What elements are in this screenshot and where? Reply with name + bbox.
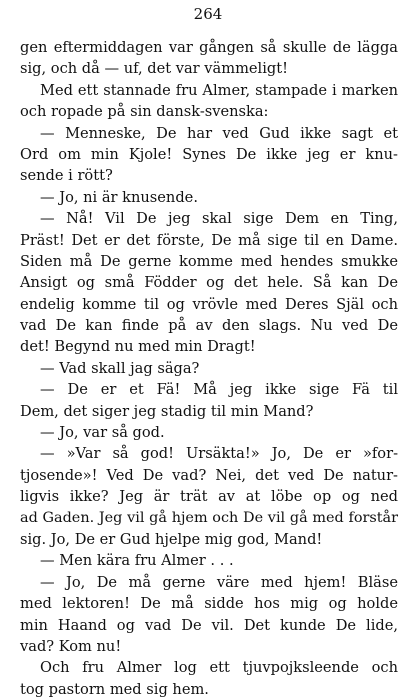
text-line: tjosende»! Ved De vad? Nei, det ved De natur- <box>20 466 398 484</box>
text-line: gen eftermiddagen var gången så skulle de lägga <box>20 39 398 56</box>
text-line: min Haand og vad De vil. Det kunde De lide, <box>20 616 398 634</box>
text-line: sig. Jo, De er Gud hjelpe mig god, Mand! <box>20 530 323 548</box>
text-line: vad De kan finde på av den slags. Nu ved De <box>20 317 398 335</box>
text-line: tog pastorn med sig hem. <box>20 680 209 698</box>
text-line: Ord om min Kjole! Synes De ikke jeg er knu- <box>20 145 398 163</box>
text-line: — »Var så god! Ursäkta!» Jo, De er »for- <box>40 445 398 463</box>
text-line: Präst! Det er det förste, De må sige til en Dame. <box>20 231 398 249</box>
text-line: och ropade på sin dansk-svenska: <box>20 103 269 121</box>
text-line: Med ett stannade fru Almer, stampade i marken <box>40 81 398 99</box>
text-line: endelig komme til og vrövle med Deres Själ och <box>20 295 398 313</box>
text-line: sende i rött? <box>20 167 113 185</box>
text-line: med lektoren! De må sidde hos mig og holde <box>20 595 398 613</box>
text-line: Ansigt og små Födder og det hele. Så kan De <box>20 274 398 292</box>
text-line: ligvis ikke? Jeg är trät av at löbe op og ned <box>20 488 398 506</box>
text-line: Dem, det siger jeg stadig til min Mand? <box>20 402 314 420</box>
text-line: det! Begynd nu med min Dragt! <box>20 338 256 356</box>
text-line: ad Gaden. Jeg vil gå hjem och De vil gå med forstår <box>20 509 398 526</box>
text-line: — Menneske, De har ved Gud ikke sagt et <box>40 124 398 142</box>
text-line: Siden må De gerne komme med hendes smukke <box>20 252 398 270</box>
page-number: 264 <box>193 5 223 23</box>
text-line: vad? Kom nu! <box>20 637 122 655</box>
text-line: Och fru Almer log ett tjuvpojksleende och <box>40 659 398 677</box>
text-line: — Nå! Vil De jeg skal sige Dem en Ting, <box>40 210 398 228</box>
body-text <box>20 37 398 700</box>
text-line: sig, och då — uf, det var vämmeligt! <box>20 60 288 78</box>
text-line: — Jo, var så god. <box>40 424 165 442</box>
text-line: — Vad skall jag säga? <box>40 359 200 377</box>
text-line: — Jo, ni är knusende. <box>40 188 198 206</box>
text-line: — Jo, De må gerne väre med hjem! Bläse <box>40 573 398 591</box>
text-line: — Men kära fru Almer . . . <box>40 552 234 570</box>
text-line: — De er et Fä! Må jeg ikke sige Fä til <box>40 381 398 399</box>
